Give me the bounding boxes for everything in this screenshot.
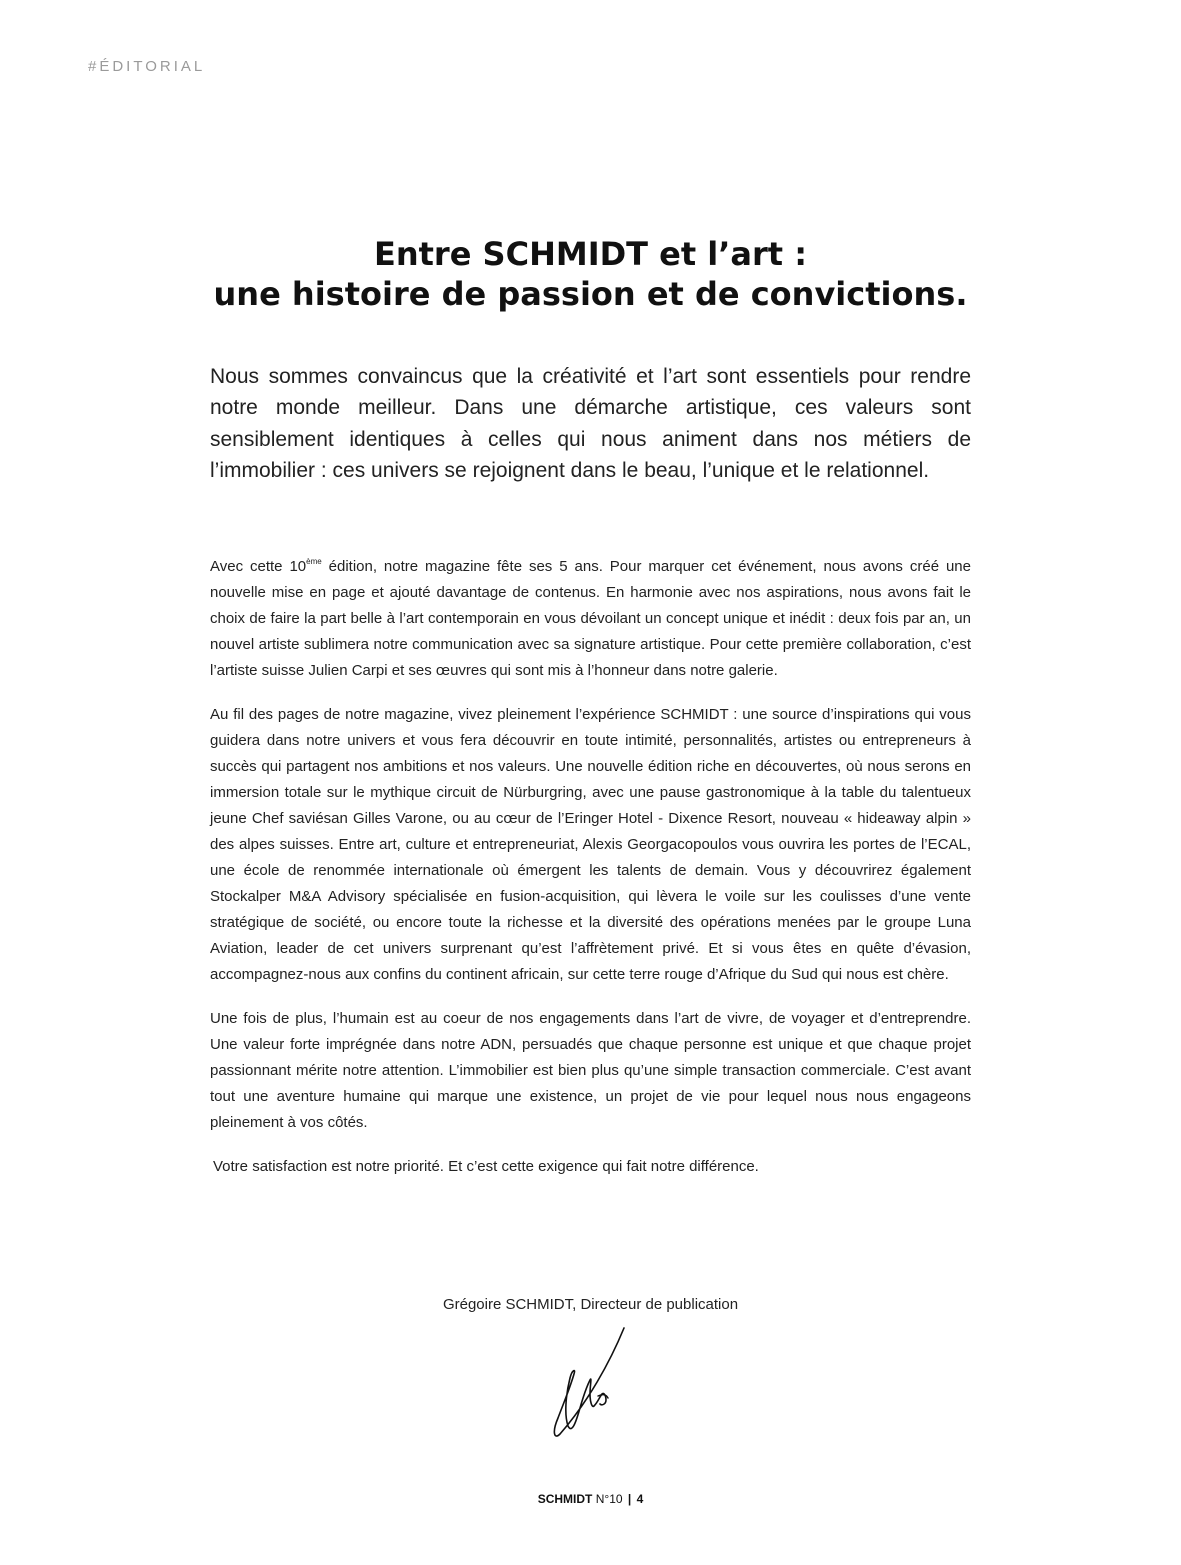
page-title <box>0 234 1181 314</box>
handwritten-signature <box>540 1322 640 1440</box>
footer-separator: | <box>627 1492 632 1506</box>
paragraph-1-rest: édition, notre magazine fête ses 5 ans. Pour marquer cet événement, nous avons créé une nouvelle mise en page et ajouté davantage de contenus. En harmonie avec nos aspirations, nous avons fait le choix de faire la part belle à l’art contemporain en vous dévoilant un concept unique et inédit : deux fois par an, un nouvel artiste sublimera notre communication avec sa signature artistique. Pour cette première collaboration, c’est l’artiste suisse Julien Carpi et ses œuvres qui sont mis à l’honneur dans notre galerie. <box>210 558 971 679</box>
page-footer <box>0 1492 1181 1506</box>
title-line-2: une histoire de passion et de convictions. <box>213 275 968 313</box>
ordinal-superscript: ème <box>306 557 322 566</box>
body-paragraph-1 <box>210 554 971 684</box>
paragraph-1-start: Avec cette 10 <box>210 558 307 575</box>
title-line-1: Entre SCHMIDT et l’art : <box>373 235 808 273</box>
article-body <box>210 554 971 1198</box>
body-paragraph-2: Au fil des pages de notre magazine, vivez pleinement l’expérience SCHMIDT : une source d’inspirations qui vous guidera dans notre univers et vous fera découvrir en toute intimité, personnalités, artistes ou entrepreneurs à succès qui partagent nos ambitions et nos valeurs. Une nouvelle édition riche en découvertes, où nous serons en immersion totale sur le mythique circuit de Nürburgring, avec une pause gastronomique à la table du talentueux jeune Chef saviésan Gilles Varone, ou au cœur de l’Eringer Hotel - Dixence Resort, nouveau « hideaway alpin » des alpes suisses. Entre art, culture et entrepreneuriat, Alexis Georgacopoulos vous ouvrira les portes de l’ECAL, une école de renommée internationale où émergent les talents de demain. Vous y découvrirez également Stockalper M&A Advisory spécialisée en fusion-acquisition, qui lèvera le voile sur les coulisses d’une vente stratégique de société, ou encore toute la richesse et la diversité des opérations menées par le groupe Luna Aviation, leader de cet univers surprenant qu’est l’affrètement privé. Et si vous êtes en quête d’évasion, accompagnez-nous aux confins du continent africain, sur cette terre rouge d’Afrique du Sud qui nous est chère. <box>210 706 971 983</box>
body-paragraph-3: Une fois de plus, l’humain est au coeur de nos engagements dans l’art de vivre, de voyager et d’entreprendre. Une valeur forte imprégnée dans notre ADN, persuadés que chaque personne est unique et que chaque projet passionnant mérite notre attention. L’immobilier est bien plus qu’une simple transaction commerciale. C’est avant tout une aventure humaine qui marque une existence, un projet de vie pour lequel nous nous engageons pleinement à vos côtés. <box>210 1010 971 1131</box>
closing-statement: Votre satisfaction est notre priorité. Et c’est cette exigence qui fait notre différence. <box>213 1158 759 1175</box>
footer-issue: N°10 <box>595 1492 623 1506</box>
footer-brand: SCHMIDT <box>537 1492 593 1506</box>
page-number: 4 <box>636 1492 644 1506</box>
section-tag: #ÉDITORIAL <box>88 58 206 75</box>
signer-credit: Grégoire SCHMIDT, Directeur de publication <box>442 1296 739 1313</box>
lead-paragraph: Nous sommes convaincus que la créativité et l’art sont essentiels pour rendre notre monde meilleur. Dans une démarche artistique, ces valeurs sont sensiblement identiques à celles qui nous animent dans nos métiers de l’immobilier : ces univers se rejoignent dans le beau, l’unique et le relationnel. <box>210 365 971 482</box>
